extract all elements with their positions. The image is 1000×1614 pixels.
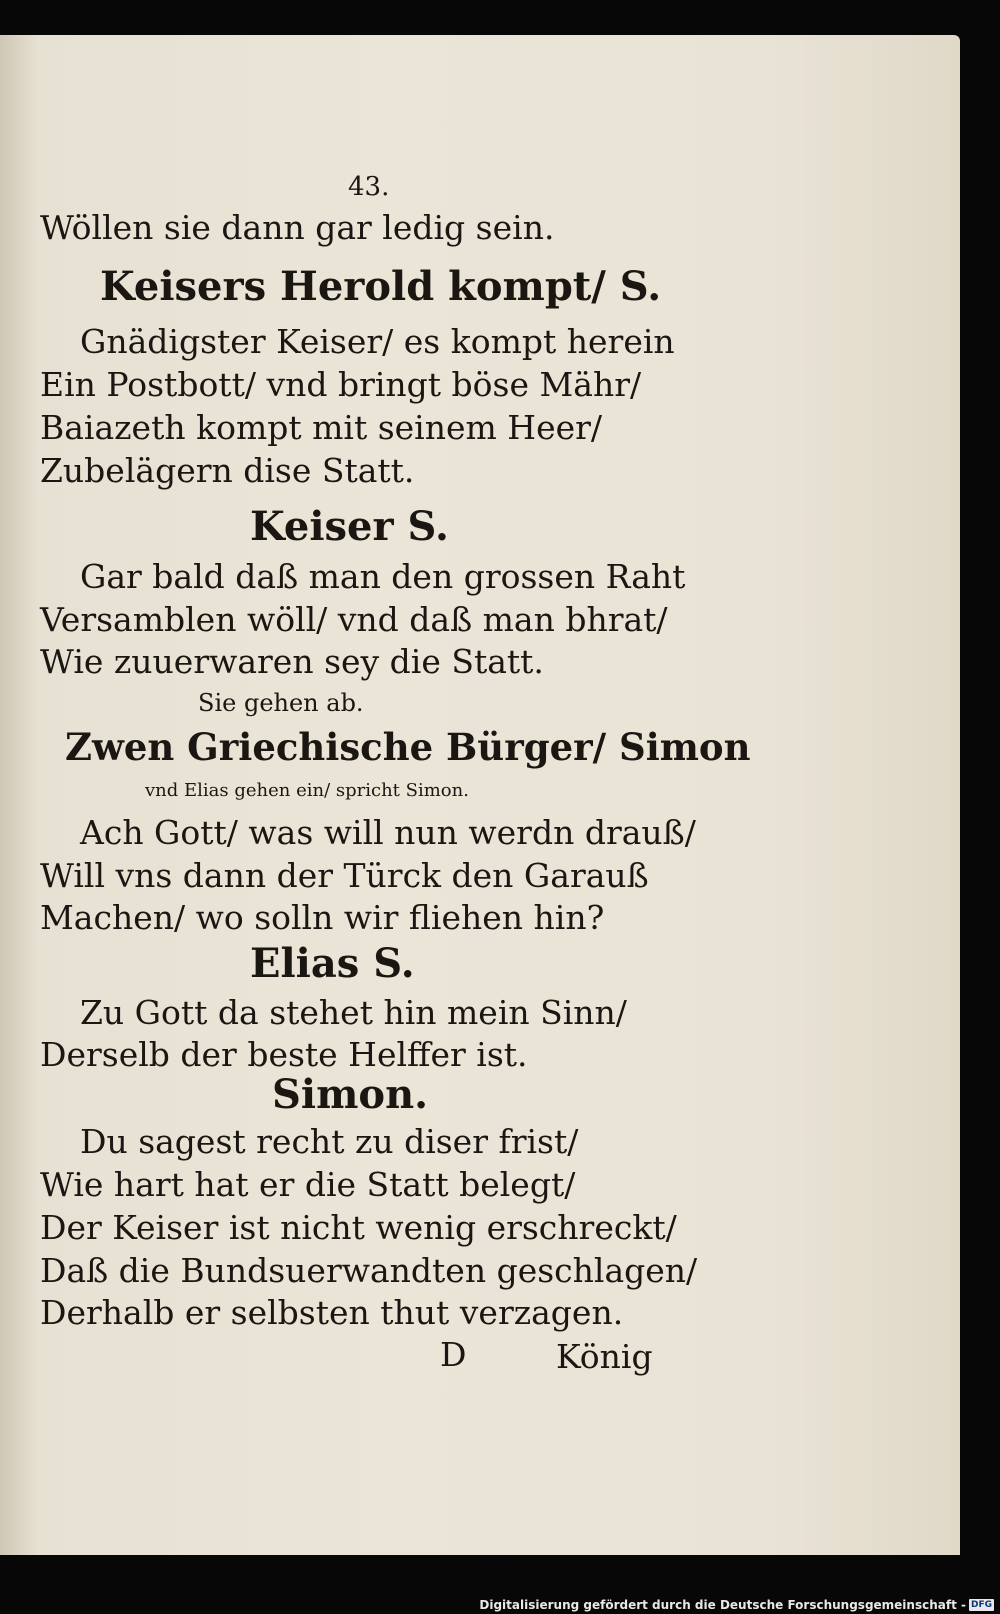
- footer-credit: [479, 1598, 994, 1612]
- verse-line: Baiazeth kompt mit seinem Heer/: [40, 408, 603, 447]
- verse-line: Zubelägern dise Statt.: [40, 451, 415, 490]
- verse-line: Der Keiser ist nicht wenig erschreckt/: [40, 1208, 677, 1247]
- verse-line: Zu Gott da stehet hin mein Sinn/: [80, 993, 627, 1032]
- verse-line: Gnädigster Keiser/ es kompt herein: [80, 322, 675, 361]
- catchword: König: [556, 1337, 653, 1376]
- verse-line: Versamblen wöll/ vnd daß man bhrat/: [40, 600, 668, 639]
- verse-line: Wie hart hat er die Statt belegt/: [40, 1165, 576, 1204]
- verse-line: Du sagest recht zu diser frist/: [80, 1122, 579, 1161]
- dfg-logo-icon: DFG: [970, 1600, 992, 1610]
- footer-text: Digitalisierung gefördert durch die Deutsche Forschungsgemeinschaft -: [479, 1598, 966, 1612]
- verse-line: Daß die Bundsuerwandten geschlagen/: [40, 1251, 698, 1290]
- book-page: [0, 35, 960, 1555]
- verse-line: Will vns dann der Türck den Garauß: [40, 856, 649, 895]
- verse-line: Ach Gott/ was will nun werdn drauß/: [80, 813, 696, 852]
- speaker-heading: Simon.: [272, 1071, 429, 1118]
- speaker-heading: Keiser S.: [250, 503, 449, 550]
- page-number: 43.: [348, 172, 390, 202]
- speaker-heading: Elias S.: [250, 940, 415, 987]
- speaker-heading: Keisers Herold kompt/ S.: [100, 263, 662, 310]
- speaker-heading: Zwen Griechische Bürger/ Simon: [65, 725, 751, 769]
- verse-line: Machen/ wo solln wir fliehen hin?: [40, 898, 605, 937]
- verse-line: Wie zuuerwaren sey die Statt.: [40, 642, 544, 681]
- verse-line: Derhalb er selbsten thut verzagen.: [40, 1293, 624, 1332]
- stage-direction: Sie gehen ab.: [198, 689, 364, 717]
- verse-line: Wöllen sie dann gar ledig sein.: [40, 208, 555, 247]
- verse-line: Ein Postbott/ vnd bringt böse Mähr/: [40, 365, 642, 404]
- stage-direction: vnd Elias gehen ein/ spricht Simon.: [145, 780, 469, 801]
- verse-line: Gar bald daß man den grossen Raht: [80, 557, 686, 596]
- verse-line: Derselb der beste Helffer ist.: [40, 1035, 528, 1074]
- signature-mark: D: [440, 1335, 467, 1374]
